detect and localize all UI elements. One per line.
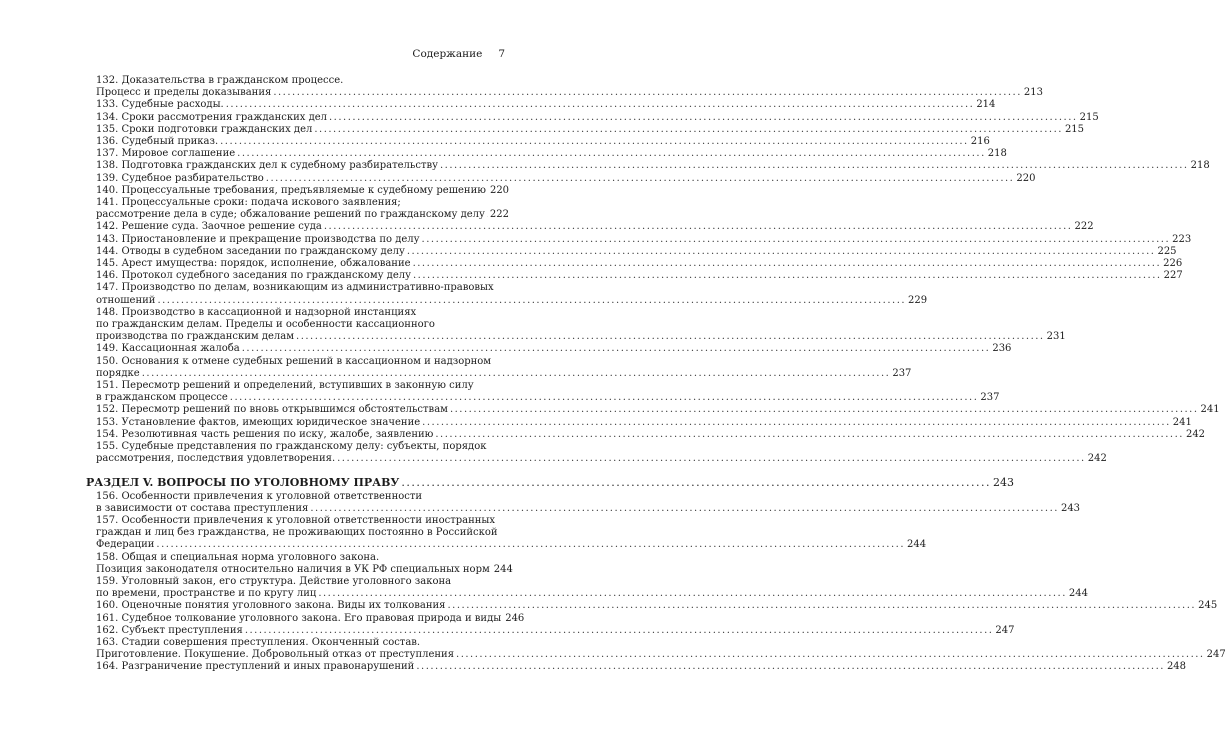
toc-entry[interactable]	[96, 514, 927, 552]
toc-entry[interactable]	[96, 111, 1099, 124]
leader-dots: ................................................................................................................................................................	[329, 111, 1078, 123]
toc-entry-text: граждан и лиц без гражданства, не проживающих постоянно в Российской	[96, 527, 498, 539]
toc-entry-line	[96, 367, 912, 380]
toc-entry[interactable]	[96, 148, 1007, 160]
toc-entry-line	[96, 99, 996, 111]
leader-dots: ................................................................................................................................................................	[412, 258, 1162, 270]
toc-entry[interactable]	[96, 441, 1107, 465]
toc-entry[interactable]	[96, 75, 1043, 99]
toc-entry-page: 237	[980, 392, 1000, 404]
section-page: 243	[992, 475, 1014, 489]
toc-entry-line	[96, 136, 990, 148]
leader-dots: ................................................................................................................................................................	[273, 87, 1022, 99]
toc-entry-page: 218	[987, 148, 1007, 160]
toc-entry-page: 242	[1087, 453, 1107, 465]
toc-entry-text: Позиция законодателя относительно наличия в УК РФ специальных норм	[96, 563, 490, 575]
toc-entry-line	[96, 245, 1177, 258]
toc-entry-line	[96, 160, 1210, 172]
toc-entry-page: 241	[1200, 404, 1220, 416]
toc-entry-line	[96, 502, 1081, 515]
toc-entry-page: 229	[908, 294, 928, 306]
toc-entry-text: 145. Арест имущества: порядок, исполнение, обжалование	[96, 258, 411, 270]
toc-entry[interactable]	[96, 661, 1187, 673]
toc-entry-text: рассмотрение дела в суде; обжалование решений по гражданскому делу	[96, 209, 485, 221]
toc-entry-line	[96, 428, 1206, 441]
toc-entry-text: 163. Стадии совершения преступления. Оконченный состав.	[96, 636, 421, 648]
leader-dots: ................................................................................................................................................................	[406, 245, 1156, 257]
toc-entry-page: 241	[1172, 416, 1192, 428]
toc-entry-text: 150. Основания к отмене судебных решений в кассационном и надзорном	[96, 355, 492, 367]
toc-entry-text: 160. Оценочные понятия уголовного закона. Виды их толкования	[96, 600, 446, 612]
leader-dots: ................................................................................................................................................................	[413, 270, 1162, 282]
toc-entry[interactable]	[96, 136, 990, 148]
toc-entry-text: порядке	[96, 367, 140, 379]
leader-dots: ................................................................................................................................................................	[449, 404, 1199, 416]
leader-dots: ................................................................................................................................................................	[156, 539, 906, 551]
toc-entry-line	[96, 209, 509, 221]
toc-entry-line	[96, 87, 1043, 99]
toc-entry[interactable]	[96, 233, 1192, 246]
leader-dots: ................................................................................................................................................................	[318, 588, 1067, 600]
toc-entry-page: 236	[992, 343, 1012, 355]
toc-entry-line	[96, 233, 1192, 246]
toc-entry-page: 220	[1016, 172, 1036, 184]
toc-entry-page: 213	[1023, 87, 1043, 99]
toc-entry[interactable]	[96, 282, 928, 306]
toc-entry-text: 161. Судебное толкование уголовного закона. Его правовая природа и виды	[96, 612, 502, 624]
toc-entry[interactable]	[96, 380, 1000, 404]
leader-dots: ................................................................................................................................................................	[241, 343, 991, 355]
toc-entry-text: 132. Доказательства в гражданском процессе.	[96, 75, 344, 86]
toc-entry[interactable]	[96, 270, 1183, 282]
toc-entry[interactable]	[96, 600, 1218, 612]
leader-dots: ................................................................................................................................................................	[141, 367, 891, 379]
toc-entry-text: 134. Сроки рассмотрения гражданских дел	[96, 111, 327, 123]
leader-dots	[487, 209, 488, 221]
leader-dots: ................................................................................................................................................................	[422, 416, 1171, 428]
toc-entry-text: 140. Процессуальные требования, предъявляемые к судебному решению	[96, 184, 486, 196]
toc-list-criminal	[96, 490, 1226, 674]
toc-entry-page: 244	[493, 563, 513, 575]
toc-entry-text: производства по гражданским делам	[96, 331, 295, 343]
leader-dots: ......................................................................................................................	[401, 475, 991, 489]
toc-entry-text: 153. Установление фактов, имеющих юридическое значение	[96, 416, 421, 428]
toc-entry[interactable]	[96, 404, 1220, 416]
toc-entry[interactable]	[96, 551, 513, 576]
toc-entry[interactable]	[96, 636, 1226, 661]
toc-entry-page: 242	[1185, 428, 1206, 440]
toc-entry-text: 158. Общая и специальная норма уголовного закона.	[96, 551, 380, 563]
toc-entry-line	[96, 612, 525, 625]
leader-dots: ................................................................................................................................................................	[157, 294, 907, 306]
toc-entry-text: 139. Судебное разбирательство	[96, 172, 264, 184]
toc-entry-line	[96, 258, 1183, 270]
toc-entry-text: 156. Особенности привлечения к уголовной ответственности	[96, 490, 423, 502]
toc-entry-line	[96, 392, 1000, 404]
toc-entry-text: в гражданском процессе	[96, 392, 228, 404]
toc-entry-page: 226	[1163, 258, 1183, 270]
running-head	[412, 48, 505, 60]
toc-entry[interactable]	[96, 355, 912, 380]
toc-entry-line	[96, 294, 928, 307]
leader-dots: ................................................................................................................................................................	[265, 172, 1015, 184]
leader-dots: ................................................................................................................................................................	[296, 331, 1045, 343]
toc-entry-page: 215	[1079, 111, 1099, 123]
leader-dots: ................................................................................................................................................................	[225, 99, 975, 111]
toc-entry-line	[96, 331, 1066, 343]
toc-entry-line	[96, 185, 509, 197]
toc-entry-text: в зависимости от состава преступления	[96, 502, 309, 514]
toc-entry-text: 135. Сроки подготовки гражданских дел	[96, 123, 313, 135]
toc-entry-text: 146. Протокол судебного заседания по гражданскому делу	[96, 270, 411, 282]
toc-entry-text: Процесс и пределы доказывания	[96, 87, 272, 99]
toc-entry[interactable]	[96, 197, 509, 221]
toc-entry-text: отношений	[96, 294, 156, 306]
leader-dots: ................................................................................................................................................................	[435, 428, 1184, 440]
leader-dots: ................................................................................................................................................................	[310, 502, 1059, 514]
toc-entry-page: 225	[1157, 245, 1177, 257]
toc-entry-text: 141. Процессуальные сроки: подача искового заявления;	[96, 197, 401, 209]
leader-dots: ................................................................................................................................................................	[220, 136, 969, 148]
toc-entry[interactable]	[96, 172, 1036, 185]
leader-dots: ................................................................................................................................................................	[337, 453, 1086, 465]
toc-entry-line	[96, 661, 1187, 673]
toc-section-heading[interactable]	[86, 475, 1014, 490]
toc-entry-line	[96, 172, 1036, 185]
toc-entry-page: 218	[1190, 160, 1210, 172]
toc-entry-page: 244	[907, 539, 927, 551]
toc-entry-page: 246	[505, 612, 525, 624]
toc-entry[interactable]	[96, 99, 996, 111]
toc-entry-line	[96, 588, 1088, 600]
toc-entry-text: рассмотрения, последствия удовлетворения.	[96, 453, 336, 465]
toc-entry-line	[96, 624, 1015, 637]
section-title: РАЗДЕЛ V. ВОПРОСЫ ПО УГОЛОВНОМУ ПРАВУ	[86, 475, 400, 489]
toc-entry[interactable]	[96, 343, 1012, 355]
toc-entry-page: 223	[1172, 233, 1192, 245]
toc-entry-page: 247	[1206, 649, 1226, 661]
toc-entry-text: 154. Резолютивная часть решения по иску, жалобе, заявлению	[96, 428, 434, 440]
table-of-contents	[86, 75, 1226, 674]
toc-entry-text: 148. Производство в кассационной и надзорной инстанциях	[96, 306, 417, 318]
toc-entry-page: 227	[1163, 270, 1183, 282]
toc-entry-line	[96, 343, 1012, 355]
toc-entry-text: 143. Приостановление и прекращение производства по делу	[96, 233, 420, 245]
toc-entry[interactable]	[96, 612, 525, 625]
toc-entry[interactable]	[96, 306, 1066, 344]
running-head-title: Содержание	[412, 48, 483, 60]
toc-entry-page: 245	[1198, 600, 1218, 612]
leader-dots: ................................................................................................................................................................	[447, 600, 1197, 612]
toc-entry[interactable]	[96, 258, 1183, 270]
toc-entry-page: 244	[1068, 588, 1088, 600]
toc-entry-line	[96, 539, 927, 551]
toc-entry[interactable]	[96, 490, 1081, 515]
toc-entry-page: 220	[489, 184, 510, 196]
toc-entry-page: 216	[970, 136, 990, 148]
leader-dots: ................................................................................................................................................................	[416, 661, 1165, 673]
toc-entry-text: 149. Кассационная жалоба	[96, 343, 240, 355]
toc-entry-line	[96, 649, 1226, 661]
toc-entry-line	[96, 600, 1218, 612]
toc-entry-text: по гражданским делам. Пределы и особенности кассационного	[96, 319, 435, 331]
toc-entry-text: 151. Пересмотр решений и определений, вступивших в законную силу	[96, 380, 474, 392]
toc-entry[interactable]	[96, 428, 1206, 441]
toc-entry-page: 222	[1074, 221, 1094, 233]
toc-entry-line	[96, 404, 1220, 416]
toc-entry[interactable]	[96, 575, 1088, 600]
toc-entry-line	[96, 123, 1085, 136]
toc-entry-text: 136. Судебный приказ.	[96, 136, 219, 148]
leader-dots: ................................................................................................................................................................	[323, 221, 1073, 233]
leader-dots: ................................................................................................................................................................	[314, 123, 1063, 135]
toc-entry-line	[96, 221, 1094, 233]
toc-entry-page: 214	[976, 99, 996, 111]
toc-entry-line	[96, 148, 1007, 160]
toc-entry-line	[96, 111, 1099, 124]
toc-entry[interactable]	[96, 416, 1192, 429]
toc-entry[interactable]	[96, 123, 1085, 136]
toc-entry[interactable]	[96, 185, 509, 197]
leader-dots: ................................................................................................................................................................	[456, 649, 1205, 661]
leader-dots: ................................................................................................................................................................	[421, 233, 1171, 245]
toc-entry-text: Приготовление. Покушение. Добровольный отказ от преступления	[96, 649, 455, 661]
toc-entry[interactable]	[96, 221, 1094, 233]
toc-entry-text: 164. Разграничение преступлений и иных правонарушений	[96, 661, 415, 673]
toc-entry-text: по времени, пространстве и по кругу лиц	[96, 588, 317, 600]
toc-entry-page: 231	[1046, 331, 1066, 343]
toc-entry[interactable]	[96, 160, 1210, 172]
toc-entry-line	[96, 453, 1107, 465]
toc-entry[interactable]	[96, 624, 1015, 637]
toc-entry-text: 133. Судебные расходы.	[96, 99, 224, 111]
toc-entry-text: 152. Пересмотр решений по вновь открывшимся обстоятельствам	[96, 404, 448, 416]
toc-entry-text: 142. Решение суда. Заочное решение суда	[96, 221, 322, 233]
toc-entry-page: 237	[892, 367, 912, 379]
toc-entry-page: 215	[1064, 123, 1085, 135]
toc-entry-text: 159. Уголовный закон, его структура. Действие уголовного закона	[96, 575, 452, 587]
toc-entry-line	[96, 416, 1192, 429]
toc-entry-page: 247	[995, 624, 1015, 636]
toc-entry-page: 243	[1060, 502, 1081, 514]
toc-entry-text: 138. Подготовка гражданских дел к судебному разбирательству	[96, 160, 438, 172]
toc-entry-page: 248	[1166, 661, 1187, 673]
toc-entry-line	[96, 270, 1183, 282]
toc-entry-text: 157. Особенности привлечения к уголовной ответственности иностранных	[96, 514, 496, 526]
toc-entry-text: Федерации	[96, 539, 155, 551]
leader-dots: ................................................................................................................................................................	[440, 160, 1189, 172]
toc-entry-line	[96, 563, 513, 576]
page-number: 7	[498, 48, 505, 60]
leader-dots: ................................................................................................................................................................	[244, 624, 994, 636]
toc-entry-page: 222	[489, 209, 509, 221]
toc-entry[interactable]	[96, 245, 1177, 258]
toc-entry-text: 155. Судебные представления по гражданскому делу: субъекты, порядок	[96, 441, 487, 453]
toc-entry-text: 147. Производство по делам, возникающим из административно-правовых	[96, 282, 494, 294]
toc-entry-text: 137. Мировое соглашение	[96, 148, 236, 160]
leader-dots: ................................................................................................................................................................	[229, 392, 979, 404]
toc-entry-text: 144. Отводы в судебном заседании по гражданскому делу	[96, 245, 405, 257]
toc-list-civil	[96, 75, 1220, 466]
toc-entry-text: 162. Субъект преступления	[96, 624, 243, 636]
leader-dots: ................................................................................................................................................................	[237, 148, 986, 160]
